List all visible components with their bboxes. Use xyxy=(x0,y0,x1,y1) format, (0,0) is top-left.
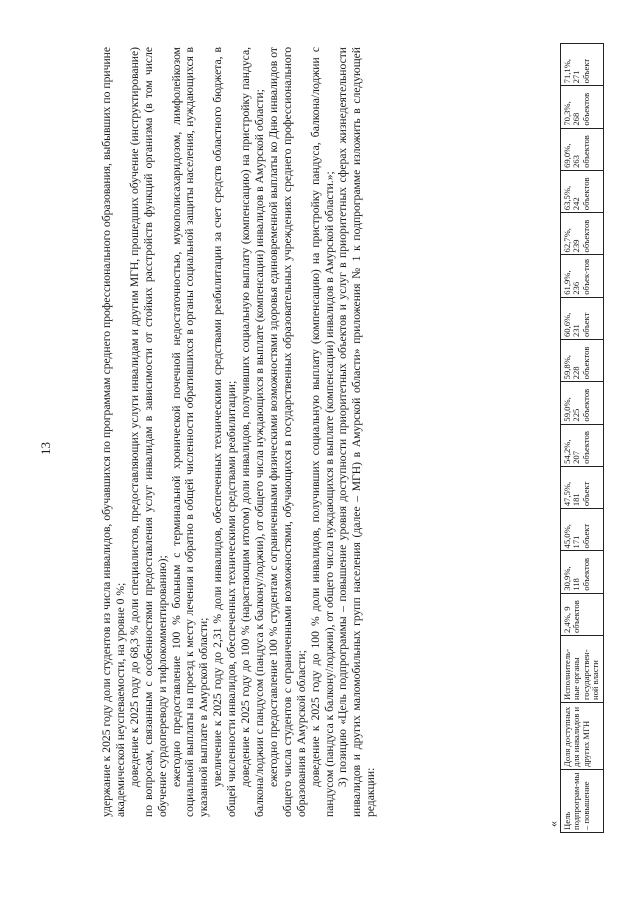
table-cell-value: 47,5%, 181 объект xyxy=(561,466,604,508)
table-cell-value: 71,1%, 271 объект xyxy=(561,44,604,86)
paragraph: удержание к 2025 году доли студентов из числа инвалидов, обучавшихся по программам среднего профессионального образования, выбывших по причине академической неуспеваемости, на уровне 0 %; xyxy=(100,47,127,817)
paragraph: ежегодно предоставление 100 % больным с терминальной хронической почечной недостаточностью, мукополисахаридозом, лимфолейкозом социальной выплаты на проезд к месту лечения и обратно в общей численности обратившихся в органы социальной защиты населения, нуждающихся в указанной выплате в Амурской области; xyxy=(169,47,211,817)
paragraph: доведение к 2025 году до 100 % доли инвалидов, получивших социальную выплату (компенсацию) на пристройку пандуса, балкона/лоджии с пандусом (пандуса к балкону/лоджии), от общего числа нуждающихся в выплате (компенсации) инвалидов в Амурской области.»; xyxy=(308,47,336,817)
table-cell-value: 45,0%, 171 объект xyxy=(561,509,604,551)
table-cell-value: 69,0%, 263 объектов xyxy=(561,128,604,170)
paragraph: доведение к 2025 году до 68,3 % доли специалистов, предоставляющих услуги инвалидам и другим МГН, прошедших обучение (инструктирование) по вопросам, связанным с особенностями предоставления услуг инвалидам в зависимости от стойких расстройств функций организма (в том числе обучение сурдопереводу и тифлокомментированию); xyxy=(127,47,169,817)
table-cell-value: 63,5%, 242 объектов xyxy=(561,170,604,212)
table-cell-value: 70,3%, 268 объектов xyxy=(561,86,604,128)
goal-table-wrap xyxy=(546,43,604,833)
paragraph: ежегодно предоставление 100 % студентам с ограниченными физическими возможностями здоровья единовременной выплаты ко Дню инвалидов от общего числа студентов с ограниченными возможностями, обучающихся в государственных образовательных учреждениях среднего профессионального образования в Амурской области; xyxy=(266,47,308,817)
table-cell-value: 54,2%, 207 объектов xyxy=(561,424,604,466)
goal-table xyxy=(560,43,604,833)
table-cell-executor: Исполнитель-ные органы государствен-ной власти xyxy=(561,636,604,703)
table-cell-indicator: Доля доступных для инвалидов и других МГН xyxy=(561,703,604,770)
open-quote: « xyxy=(546,821,560,827)
table-cell-value: 59,8%, 228 объектов xyxy=(561,340,604,382)
table-cell-value: 61,9%, 236 объек-тов xyxy=(561,255,604,297)
table-cell-value: 2,4%, 9 объектов xyxy=(561,593,604,635)
paragraph: увеличение к 2025 году до 2,31 % доли инвалидов, обеспеченных техническими средствами реабилитации за счет средств областного бюджета, в общей численности инвалидов, обеспеченных техническими средствами реабилитации; xyxy=(211,47,239,817)
paragraph: 3) позицию «Цель подпрограммы – повышение уровня доступности приоритетных объектов и услуг в приоритетных сферах жизнедеятельности инвалидов и других маломобильных групп населения (далее – МГН) в Амурской области» приложения № 1 к подпрограмме изложить в следующей редакции: xyxy=(336,47,378,817)
body-text xyxy=(100,47,378,817)
table-cell-value: 59,0%, 225 объектов xyxy=(561,382,604,424)
table-cell-value: 62,7%, 239 объектов xyxy=(561,213,604,255)
table-cell-value: 30,9%, 118 объектов xyxy=(561,551,604,593)
table-cell-goal: Цель подпрограм-мы – повышение xyxy=(561,770,604,833)
paragraph: доведение к 2025 году до 100 % (нарастающим итогом) доли инвалидов, получивших социальную выплату (компенсацию) на пристройку пандуса, балкона/лоджии с пандусом (пандуса к балкону/лоджии), от общего числа нуждающихся в выплате (компенсации) инвалидов в Амурской области; xyxy=(239,47,266,817)
page-number: 13 xyxy=(38,442,53,455)
table-cell-value: 60,6%, 231 объект xyxy=(561,297,604,339)
table-row xyxy=(561,44,604,833)
